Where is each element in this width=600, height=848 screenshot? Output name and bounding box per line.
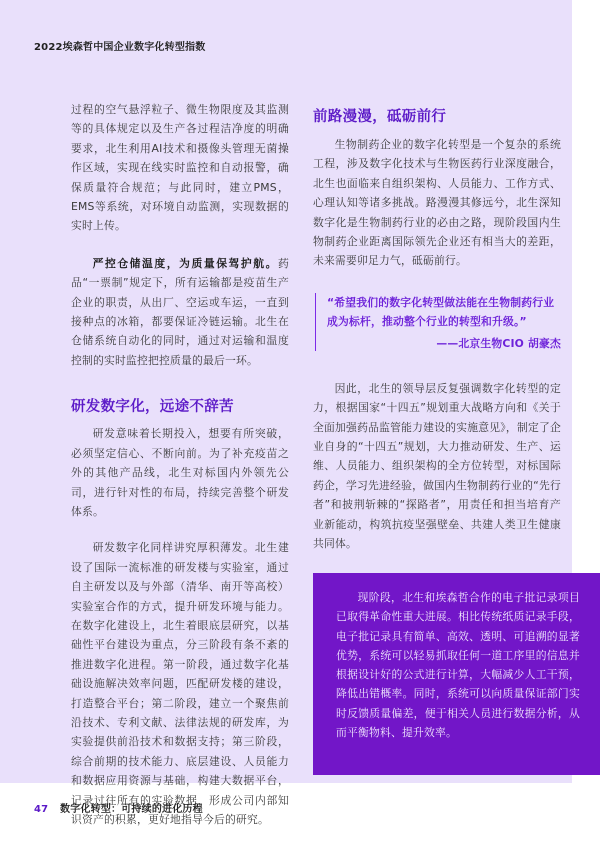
right-column — [313, 100, 561, 554]
highlight-box — [313, 573, 600, 775]
storage-temperature-text: 药品“一票制”规定下，所有运输都是疫苗生产企业的职责，从出厂、空运或车运，一直到接种点的冰箱，都要保证冷链运输。北生在仓储系统自动化的同时，通过对运输和温度控制的实时监控把控质量的最后一环。 — [71, 256, 289, 367]
footer-title: 数字化转型：可持续的进化历程 — [60, 804, 203, 815]
storage-temperature-lead: 严控仓储温度，为质量保驾护航。 — [92, 256, 278, 270]
page-footer — [34, 800, 203, 815]
paragraph-rd-phases: 研发数字化同样讲究厚积薄发。北生建设了国际一流标准的研发楼与实验室，通过自主研发以及与外部（清华、南开等高校）实验室合作的方式，提升研发环境与能力。在数字化建设上，北生着眼底层研究，以基础性平台建设为重点，分三阶段有条不紊的推进数字化进程。第一阶段，通过数字化基础设施解决效率问题，匹配研发楼的建设，打造整合平台；第二阶段，建立一个聚焦前沿技术、专利文献、法律法规的研发库，为实验提供前沿技术和数据支持；第三阶段，综合前期的技术能力、底层建设、人员能力和数据应用资源与基础，构建大数据平台，记录过往所有的实验数据，形成公司内部知识资产的积累，更好地指导今后的研究。 — [71, 541, 289, 826]
report-title: 2022埃森哲中国企业数字化转型指数 — [34, 42, 206, 53]
section-title-forward: 前路漫漫，砥砺前行 — [313, 109, 447, 125]
quote-text: “希望我们的数字化转型做法能在生物制药行业成为标杆，推动整个行业的转型和升级。” — [327, 295, 555, 329]
pull-quote — [315, 293, 561, 351]
page-header — [0, 0, 572, 68]
paragraph-challenges: 生物制药企业的数字化转型是一个复杂的系统工程，涉及数字化技术与生物医药行业深度融合，北生也面临来自组织架构、人员能力、工作方式、心理认知等诸多挑战。路漫漫其修远兮，北生深知数字化是生物制药行业的必由之路，现阶段国内生物制药企业距离国际领先企业还有相当大的差距，未来需要卯足力气，砥砺前行。 — [313, 138, 561, 268]
paragraph-rd-investment: 研发意味着长期投入，想要有所突破，必须坚定信心、不断向前。为了补充疫苗之外的其他产品线，北生对标国内外领先公司，进行针对性的布局，持续完善整个研发体系。 — [71, 427, 289, 518]
quote-author: ——北京生物CIO 胡豪杰 — [436, 336, 561, 350]
left-column — [71, 100, 289, 829]
highlight-box-text: 现阶段，北生和埃森哲合作的电子批记录项目已取得革命性重大进展。相比传统纸质记录手段，电子批记录具有简单、高效、透明、可追溯的显著优势，系统可以轻易抓取任何一道工序里的信息并根据设计好的公式进行计算，大幅减少人工干预，降低出错概率。同时，系统可以向质量保证部门实时反馈质量偏差，便于相关人员进行数据分析，从而平衡物料、提升效率。 — [336, 591, 580, 740]
section-title-rd-digitalization: 研发数字化，远途不辞苦 — [71, 399, 234, 416]
paragraph-environment-monitoring: 过程的空气悬浮粒子、微生物限度及其监测等的具体规定以及生产各过程洁净度的明确要求，北生利用AI技术和摄像头管理无菌操作区域，实现在线实时监控和自动报警，确保质量符合规范；与此同时，建立PMS，EMS等系统，对环境自动监测，实现数据的实时上传。 — [71, 103, 289, 233]
page-number: 47 — [34, 804, 49, 815]
paragraph-storage-temperature — [71, 254, 289, 370]
paragraph-leadership: 因此，北生的领导层反复强调数字化转型的定力，根据国家“十四五”规划重大战略方向和《关于全面加强药品监管能力建设的实施意见》，制定了企业自身的“十四五”规划，大力推动研发、生产、运维、人员能力、组织架构的全方位转型，对标国际药企，学习先进经验，做国内生物制药行业的“先行者”和披荆斩棘的“探路者”，用责任和担当培育产业新能动，构筑抗疫坚强壁垒、共建人类卫生健康共同体。 — [313, 381, 561, 551]
